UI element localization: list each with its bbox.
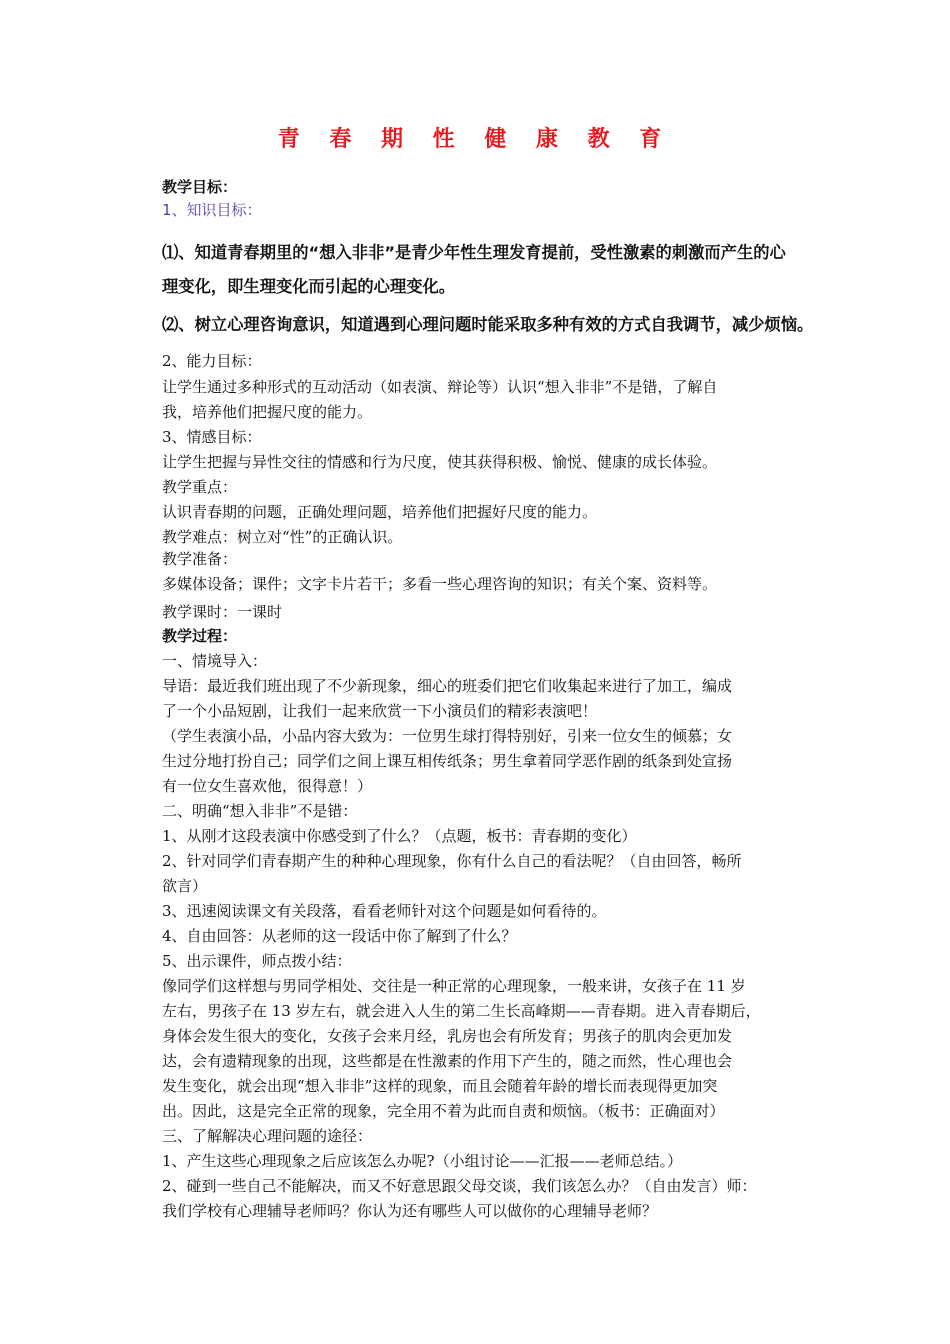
preparation-text: 多媒体设备；课件；文字卡片若干；多看一些心理咨询的知识；有关个案、资料等。 (162, 575, 718, 593)
class-hours: 教学课时：一课时 (162, 603, 283, 621)
difficult-points: 教学难点：树立对“性”的正确认识。 (162, 528, 403, 546)
step-2-item-2-line-1: 2、针对同学们青春期产生的种种心理现象，你有什么自己的看法呢？（自由回答，畅所 (162, 852, 742, 870)
summary-line-1: 像同学们这样想与男同学相处、交往是一种正常的心理现象，一般来讲，女孩子在 11 岁 (162, 977, 746, 995)
step-2-item-1: 1、从刚才这段表演中你感受到了什么？（点题，板书：青春期的变化） (162, 827, 637, 845)
summary-line-4: 达，会有遗精现象的出现，这些都是在性激素的作用下产生的，随之而然，性心理也会 (162, 1052, 733, 1070)
step-3-item-2-line-1: 2、碰到一些自己不能解决，而又不好意思跟父母交谈，我们该怎么办？（自由发言）师： (162, 1177, 757, 1195)
subheading-ability-goal: 2、能力目标： (162, 352, 262, 370)
heading-key-points: 教学重点： (162, 478, 238, 496)
summary-line-5: 发生变化，就会出现“想入非非”这样的现象，而且会随着年龄的增长而表现得更加突 (162, 1077, 718, 1095)
intro-line-1: 导语：最近我们班出现了不少新现象，细心的班委们把它们收集起来进行了加工，编成 (162, 677, 733, 695)
ability-goal-line-1: 让学生通过多种形式的互动活动（如表演、辩论等）认识“想入非非”不是错，了解自 (162, 378, 718, 396)
step-2-item-5: 5、出示课件，师点拨小结： (162, 952, 352, 970)
section-heading-process: 教学过程： (162, 627, 238, 645)
skit-line-2: 生过分地打扮自己；同学们之间上课互相传纸条；男生拿着同学恶作剧的纸条到处宣扬 (162, 752, 733, 770)
summary-line-2: 左右，男孩子在 13 岁左右，就会进入人生的第二生长高峰期——青春期。进入青春期后， (162, 1002, 761, 1020)
step-3-item-1: 1、产生这些心理现象之后应该怎么办呢?（小组讨论——汇报——老师总结。） (162, 1152, 683, 1170)
step-2-item-2-line-2: 欲言） (162, 877, 208, 895)
subheading-knowledge-goal: 1、知识目标： (162, 201, 262, 219)
knowledge-goal-2: ⑵、树立心理咨询意识，知道遇到心理问题时能采取多种有效的方式自我调节，减少烦恼。 (162, 315, 814, 334)
step-1-heading: 一、情境导入： (162, 652, 268, 670)
emotion-goal-text: 让学生把握与异性交往的情感和行为尺度，使其获得积极、愉悦、健康的成长体验。 (162, 453, 718, 471)
skit-line-1: （学生表演小品，小品内容大致为：一位男生球打得特别好，引来一位女生的倾慕；女 (162, 727, 733, 745)
section-heading-objectives: 教学目标： (162, 178, 238, 196)
heading-preparation: 教学准备： (162, 550, 238, 568)
knowledge-goal-1-line-2: 理变化，即生理变化而引起的心理变化。 (162, 277, 456, 296)
summary-line-3: 身体会发生很大的变化，女孩子会来月经，乳房也会有所发育；男孩子的肌肉会更加发 (162, 1027, 733, 1045)
step-2-item-4: 4、自由回答：从老师的这一段话中你了解到了什么？ (162, 927, 517, 945)
intro-line-2: 了一个小品短剧，让我们一起来欣赏一下小演员们的精彩表演吧！ (162, 702, 598, 720)
subheading-emotion-goal: 3、情感目标： (162, 428, 262, 446)
ability-goal-line-2: 我，培养他们把握尺度的能力。 (162, 403, 373, 421)
key-points-text: 认识青春期的问题，正确处理问题，培养他们把握好尺度的能力。 (162, 503, 598, 521)
summary-line-6: 出。因此，这是完全正常的现象，完全用不着为此而自责和烦恼。（板书：正确面对） (162, 1102, 725, 1120)
step-2-heading: 二、明确“想入非非”不是错： (162, 802, 358, 820)
skit-line-3: 有一位女生喜欢他，很得意！） (162, 777, 373, 795)
knowledge-goal-1-line-1: ⑴、知道青春期里的“想入非非”是青少年性生理发育提前，受性激素的刺激而产生的心 (162, 243, 786, 262)
step-3-heading: 三、了解解决心理问题的途径： (162, 1127, 373, 1145)
document-title: 青 春 期 性 健 康 教 育 (277, 127, 673, 152)
step-3-item-2-line-2: 我们学校有心理辅导老师吗？你认为还有哪些人可以做你的心理辅导老师？ (162, 1202, 658, 1220)
step-2-item-3: 3、迅速阅读课文有关段落，看看老师针对这个问题是如何看待的。 (162, 902, 607, 920)
